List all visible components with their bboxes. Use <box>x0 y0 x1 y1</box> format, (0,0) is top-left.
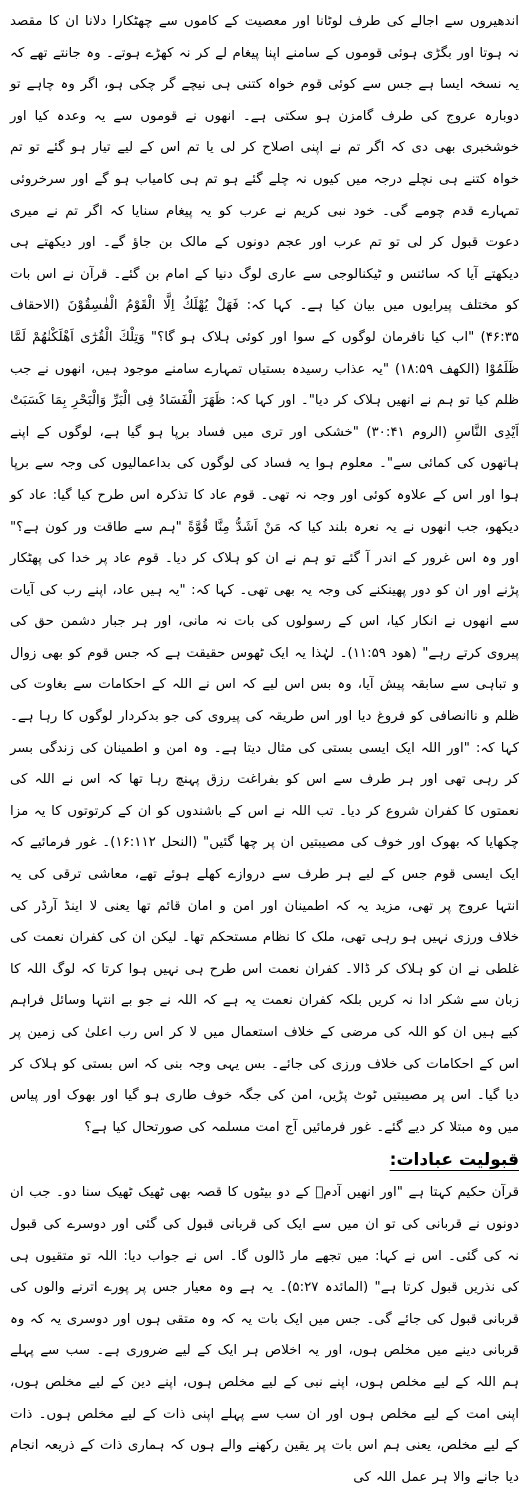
body-paragraph-1: اندھیروں سے اجالے کی طرف لوٹانا اور معصیت کے کاموں سے چھٹکارا دلانا ان کا مقصد نہ ہوتا اور بگڑی ہوئی قوموں کے سامنے اپنا پیغام لے کر نہ کھڑے ہوتے۔ وہ جانتے تھے کہ یہ نسخہ ایسا ہے جس سے کوئی قوم خواہ کتنی ہی نیچے گر چکی ہو، اگر وہ چاہے تو دوبارہ عروج کی طرف گامزن ہو سکتی ہے۔ انھوں نے قوموں سے یہ وعدہ کیا اور خوشخبری بھی دی کہ اگر تم نے اپنی اصلاح کر لی یا تم اس کے لیے تیار ہو گئے تو تم خواہ کتنے ہی نچلے درجہ میں کیوں نہ چلے گئے ہو تم ہی کامیاب ہو گے اور سرخروئی تمہارے قدم چومے گی۔ خود نبی کریم نے عرب کو یہ پیغام سنایا کہ اگر تم نے میری دعوت قبول کر لی تو تم عرب اور عجم دونوں کے مالک بن جاؤ گے۔ اور دیکھتے ہی دیکھتے آیا کہ سائنس و ٹیکنالوجی سے عاری لوگ دنیا کے امام بن گئے۔ قرآن نے اس بات کو مختلف پیرایوں میں بیان کیا ہے۔ کہا کہ: فَهَلْ يُهْلَكُ اِلَّا الْقَوْمُ الْفٰسِقُوْنَ (الاحقاف ۴۶:۳۵) "اب کیا نافرمان لوگوں کے سوا اور کوئی ہلاک ہو گا؟" وَتِلْكَ الْقُرٰٓى اَهْلَكْنٰهُمْ لَمَّا ظَلَمُوْا (الکھف ۱۸:۵۹) "یہ عذاب رسیدہ بستیاں تمہارے سامنے موجود ہیں، انھوں نے جب ظلم کیا تو ہم نے انھیں ہلاک کر دیا"۔ اور کہا کہ: ظَهَرَ الْفَسَادُ فِی الْبَرِّ وَالْبَحْرِ بِمَا كَسَبَتْ اَيْدِی النَّاسِ (الروم ۳۰:۴۱) "خشکی اور تری میں فساد برپا ہو گیا ہے، لوگوں کے اپنے ہاتھوں کی کمائی سے"۔ معلوم ہوا یہ فساد کی لوگوں کی بداعمالیوں کی وجہ سے برپا ہوا اور اس کے علاوہ کوئی اور وجہ نہ تھی۔ قوم عاد کا تذکرہ اس طرح کیا گیا: عاد کو دیکھو، جب انھوں نے یہ نعرہ بلند کیا کہ مَنْ اَشَدُّ مِنَّا قُوَّةً "ہم سے طاقت ور کون ہے؟" اور وہ اس غرور کے اندر آ گئے تو ہم نے ان کو ہلاک کر دیا۔ قوم عاد پر خدا کی پھٹکار پڑنے اور ان کو دور پھینکنے کی وجہ یہ بھی تھی۔ کہا کہ: "یہ ہیں عاد، اپنے رب کی آیات سے انھوں نے انکار کیا، اس کے رسولوں کی بات نہ مانی، اور ہر جبار دشمن حق کی پیروی کرتے رہے" (ھود ۱۱:۵۹)۔ لہٰذا یہ ایک ٹھوس حقیقت ہے کہ جس قوم کو بھی زوال و تباہی سے سابقہ پیش آیا، وہ بس اس لیے کہ اس نے اللہ کے احکامات سے بغاوت کی ظلم و ناانصافی کو فروغ دیا اور اس طریقہ کی پیروی کی جو بدکردار لوگوں کا رہا ہے۔ کہا کہ: "اور اللہ ایک ایسی بستی کی مثال دیتا ہے۔ وہ امن و اطمینان کی زندگی بسر کر رہی تھی اور ہر طرف سے اس کو بفراغت رزق پہنچ رہا تھا کہ اس نے اللہ کی نعمتوں کا کفران شروع کر دیا۔ تب اللہ نے اس کے باشندوں کو ان کے کرتوتوں کا یہ مزا چکھایا کہ بھوک اور خوف کی مصیبتیں ان پر چھا گئیں" (النحل ۱۶:۱۱۲)۔ غور فرمائیے کہ ایک ایسی قوم جس کے لیے ہر طرف سے دروازے کھلے ہوئے تھے، معاشی ترقی کی یہ انتہا عروج پر تھی، مزید یہ کہ اطمینان اور امن و امان قائم تھا یعنی لا اینڈ آرڈر کی خلاف ورزی نہیں ہو رہی تھی، ملک کا نظام مستحکم تھا۔ لیکن ان کی کفران نعمت کی غلطی نے ان کو ہلاک کر ڈالا۔ کفران نعمت اس طرح ہی نہیں ہوا کرتا کہ لوگ اللہ کا زبان سے شکر ادا نہ کریں بلکہ کفران نعمت یہ ہے کہ اللہ نے جو بے انتہا وسائل فراہم کیے ہیں ان کو اللہ کی مرضی کے خلاف استعمال میں لا کر اس رب اعلیٰ کی زمین پر اس کے احکامات کی خلاف ورزی کی جائے۔ بس یہی وجہ بنی کہ اس بستی کو ہلاک کر دیا گیا۔ اس پر مصیبتیں ٹوٹ پڑیں، امن کی جگہ خوف طاری ہو گیا اور بھوک اور پیاس میں وہ مبتلا کر دیے گئے۔ غور فرمائیں آج امت مسلمہ کی صورتحال کیا ہے؟ <box>10 14 519 1135</box>
body-paragraph-2: قرآن حکیم کہتا ہے "اور انھیں آدمؑ کے دو بیٹوں کا قصہ بھی ٹھیک ٹھیک سنا دو۔ جب ان دونوں نے قربانی کی تو ان میں سے ایک کی قربانی قبول کی گئی اور دوسرے کی قبول نہ کی گئی۔ اس نے کہا: میں تجھے مار ڈالوں گا۔ اس نے جواب دیا: اللہ تو متقیوں ہی کی نذریں قبول کرتا ہے" (المائدہ ۵:۲۷)۔ یہ ہے وہ معیار جس پر پورے اترنے والوں کی قربانی قبول کی جائے گی۔ جس میں ایک بات یہ کہ وہ متقی ہوں اور دوسری یہ کہ وہ قربانی دینے میں مخلص ہوں، اور یہ اخلاص ہر ایک کے لیے ضروری ہے۔ سب سے پہلے ہم اللہ کے لیے مخلص ہوں، اپنے نبی کے لیے مخلص ہوں، اپنے دین کے لیے مخلص ہوں، اپنی امت کے لیے مخلص ہوں اور ان سب سے پہلے اپنی ذات کے لیے مخلص ہوں۔ ذات کے لیے مخلص، یعنی ہم اس بات پر یقین رکھنے والے ہوں کہ ہماری ذات کے ذریعہ انجام دیا جانے والا ہر عمل اللہ کی <box>10 1185 519 1485</box>
section-heading: قبولیت عبادات: <box>389 1150 519 1171</box>
